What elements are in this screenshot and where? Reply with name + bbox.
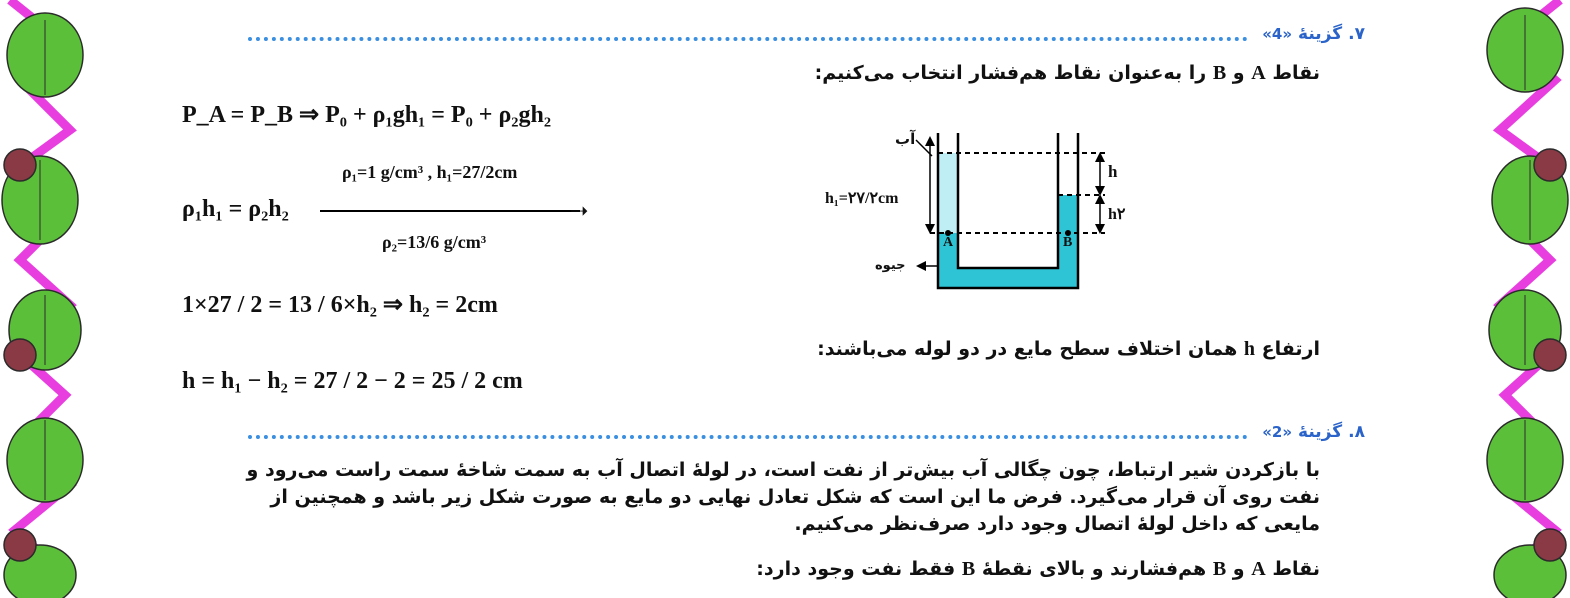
equation-solve-h2: 1×27 / 2 = 13 / 6×h₂ ⇒ h₂ = 2cm bbox=[182, 292, 498, 318]
u-tube-figure bbox=[820, 118, 1130, 298]
question-number: ۸. bbox=[1348, 422, 1365, 442]
arrow-head-icon: ➝ bbox=[570, 199, 589, 224]
label-mercury: جیوه bbox=[875, 258, 906, 273]
point-label-a: A bbox=[1251, 558, 1266, 580]
decorative-border-left bbox=[0, 0, 95, 598]
text-segment: هم‌فشارند و بالای نقطهٔ bbox=[981, 558, 1207, 580]
text-segment: و bbox=[1232, 558, 1245, 580]
paragraph-line: با بازکردن شیر ارتباط، چون چگالی آب بیش‌تر از نفت است، در لولهٔ اتصال آب به سمت شاخهٔ سمت راست می‌رود و bbox=[246, 459, 1320, 481]
label-h2: h۲ bbox=[1108, 206, 1126, 223]
option-value: «4» bbox=[1262, 25, 1293, 43]
heading-dotted-rule bbox=[248, 435, 1248, 439]
point-label-b: B bbox=[961, 558, 976, 580]
arrow-condition-top: ρ₁=1 g/cm³ , h₁=27/2cm bbox=[342, 162, 518, 182]
point-label-b: B bbox=[1212, 558, 1227, 580]
equation-density-height bbox=[182, 158, 592, 278]
point-label-b: B bbox=[1212, 62, 1227, 84]
equation-left-side: ρ₁h₁ = ρ₂h₂ bbox=[182, 196, 289, 222]
q7-explain-text bbox=[817, 336, 1320, 363]
question-8-heading bbox=[1262, 422, 1365, 442]
text-segment: نقاط bbox=[1272, 62, 1320, 84]
text-segment: ارتفاع bbox=[1261, 338, 1320, 360]
label-point-b: B bbox=[1063, 235, 1073, 250]
q8-paragraph bbox=[230, 457, 1320, 538]
text-segment: همان اختلاف سطح مایع در دو لوله می‌باشند: bbox=[817, 338, 1238, 360]
question-7-heading bbox=[1262, 24, 1365, 44]
arrow-shaft bbox=[320, 210, 580, 212]
option-value: «2» bbox=[1262, 423, 1293, 441]
equation-pressure-balance: P_A = P_B ⇒ P₀ + ρ₁gh₁ = P₀ + ρ₂gh₂ bbox=[182, 102, 552, 128]
label-h: h bbox=[1108, 162, 1118, 181]
decorative-border-right bbox=[1470, 0, 1570, 598]
u-tube-diagram bbox=[820, 118, 1130, 298]
text-segment: فقط نفت وجود دارد: bbox=[756, 558, 956, 580]
paragraph-line: مایعی که داخل لولهٔ اتصال وجود دارد صرف‌نظر می‌کنیم. bbox=[794, 513, 1320, 535]
text-segment: و bbox=[1232, 62, 1245, 84]
label-h1: h₁=۲۷/۲cm bbox=[825, 190, 899, 207]
text-segment: نقاط bbox=[1272, 558, 1320, 580]
heading-dotted-rule bbox=[248, 37, 1248, 41]
equation-solve-h: h = h₁ − h₂ = 27 / 2 − 2 = 25 / 2 cm bbox=[182, 368, 523, 394]
paragraph-line: نفت روی آن قرار می‌گیرد. فرض ما این است که شکل تعادل نهایی دو مایع به صورت شکل زیر باشد و همچنین از bbox=[270, 486, 1320, 508]
question-number: ۷. bbox=[1348, 24, 1365, 44]
arrow-condition-bottom: ρ₂=13/6 g/cm³ bbox=[382, 232, 487, 252]
label-water: آب bbox=[895, 130, 916, 148]
text-segment: را به‌عنوان نقاط هم‌فشار انتخاب می‌کنیم: bbox=[814, 62, 1207, 84]
option-prefix: گزینهٔ bbox=[1298, 422, 1343, 442]
q8-last-line bbox=[756, 556, 1320, 583]
label-point-a: A bbox=[943, 235, 954, 250]
variable-h: h bbox=[1243, 338, 1255, 360]
point-label-a: A bbox=[1251, 62, 1266, 84]
option-prefix: گزینهٔ bbox=[1298, 24, 1343, 44]
q7-intro-text bbox=[815, 60, 1320, 87]
